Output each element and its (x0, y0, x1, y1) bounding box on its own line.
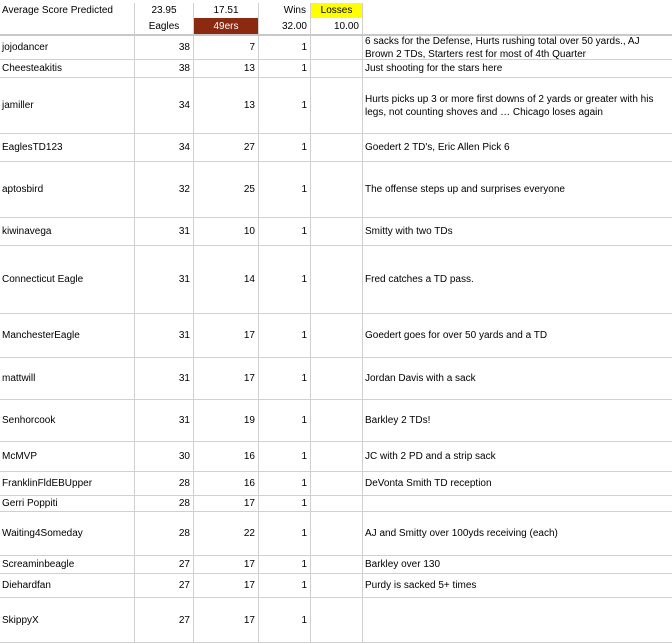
losses-header[interactable]: Losses (311, 3, 363, 18)
niners-score-cell[interactable]: 17 (194, 556, 259, 573)
table-row (0, 400, 672, 442)
comment-cell[interactable]: Smitty with two TDs (365, 226, 453, 237)
table-row (0, 442, 672, 472)
niners-score-cell[interactable]: 17 (194, 314, 259, 357)
wins-cell[interactable]: 1 (259, 358, 311, 399)
player-name-cell[interactable]: Screaminbeagle (0, 556, 135, 573)
comment-cell[interactable]: JC with 2 PD and a strip sack (365, 451, 496, 462)
wins-cell[interactable]: 1 (259, 162, 311, 217)
comment-cell[interactable]: The offense steps up and surprises everyone (365, 184, 565, 195)
wins-cell[interactable]: 1 (259, 246, 311, 313)
player-name-cell[interactable]: SkippyX (0, 598, 135, 642)
wins-total-cell[interactable]: 32.00 (259, 18, 311, 34)
niners-score-cell[interactable]: 25 (194, 162, 259, 217)
losses-total-cell[interactable]: 10.00 (311, 18, 363, 34)
player-name-cell[interactable]: FranklinFldEBUpper (0, 472, 135, 495)
eagles-score-cell[interactable]: 38 (135, 36, 194, 59)
eagles-score-cell[interactable]: 28 (135, 472, 194, 495)
player-name-cell[interactable]: EaglesTD123 (0, 134, 135, 161)
table-row (0, 218, 672, 246)
eagles-score-cell[interactable]: 32 (135, 162, 194, 217)
losses-cell[interactable] (311, 496, 363, 511)
losses-cell[interactable] (311, 400, 363, 441)
losses-cell[interactable] (311, 60, 363, 77)
losses-cell[interactable] (311, 314, 363, 357)
table-row (0, 314, 672, 358)
niners-score-cell[interactable]: 17 (194, 496, 259, 511)
player-name-cell[interactable]: Diehardfan (0, 574, 135, 597)
avg-49ers-cell[interactable]: 17.51 (194, 3, 259, 18)
losses-cell[interactable] (311, 358, 363, 399)
eagles-score-cell[interactable]: 30 (135, 442, 194, 471)
wins-cell[interactable]: 1 (259, 574, 311, 597)
comment-cell[interactable]: AJ and Smitty over 100yds receiving (each) (365, 528, 558, 539)
comment-cell[interactable] (363, 496, 672, 511)
comment-cell[interactable]: Goedert goes for over 50 yards and a TD (365, 330, 548, 341)
player-name-cell[interactable]: ManchesterEagle (0, 314, 135, 357)
table-row (0, 598, 672, 643)
eagles-score-cell[interactable]: 27 (135, 598, 194, 642)
table-row (0, 512, 672, 556)
losses-cell[interactable] (311, 134, 363, 161)
niners-score-cell[interactable]: 19 (194, 400, 259, 441)
avg-score-label[interactable]: Average Score Predicted (0, 3, 135, 18)
niners-score-cell[interactable]: 22 (194, 512, 259, 555)
eagles-score-cell[interactable]: 34 (135, 78, 194, 133)
losses-cell[interactable] (311, 512, 363, 555)
player-name-cell[interactable]: jamiller (0, 78, 135, 133)
wins-cell[interactable]: 1 (259, 60, 311, 77)
comment-cell[interactable]: Just shooting for the stars here (365, 63, 503, 74)
comment-cell[interactable]: 6 sacks for the Defense, Hurts rushing total over 50 yards., AJ Brown 2 TDs, Starters rest for most of 4th Quarter (365, 36, 640, 59)
losses-cell[interactable] (311, 78, 363, 133)
losses-cell[interactable] (311, 472, 363, 495)
eagles-score-cell[interactable]: 31 (135, 400, 194, 441)
wins-cell[interactable]: 1 (259, 36, 311, 59)
wins-header[interactable]: Wins (259, 3, 311, 18)
table-row (0, 36, 672, 60)
player-name-cell[interactable]: Waiting4Someday (0, 512, 135, 555)
eagles-score-cell[interactable]: 31 (135, 314, 194, 357)
player-name-cell[interactable]: jojodancer (0, 36, 135, 59)
player-name-cell[interactable]: kiwinavega (0, 218, 135, 245)
wins-cell[interactable]: 1 (259, 598, 311, 642)
losses-cell[interactable] (311, 556, 363, 573)
table-row (0, 358, 672, 400)
comment-cell[interactable]: DeVonta Smith TD reception (365, 478, 492, 489)
eagles-score-cell[interactable]: 31 (135, 246, 194, 313)
table-row (0, 162, 672, 218)
wins-cell[interactable]: 1 (259, 496, 311, 511)
losses-cell[interactable] (311, 162, 363, 217)
summary-blank-cell[interactable] (363, 3, 672, 18)
comment-cell[interactable]: Jordan Davis with a sack (365, 373, 476, 384)
table-row (0, 246, 672, 314)
table-row (0, 60, 672, 78)
niners-score-cell[interactable]: 14 (194, 246, 259, 313)
niners-score-cell[interactable]: 17 (194, 574, 259, 597)
eagles-score-cell[interactable]: 28 (135, 512, 194, 555)
eagles-score-cell[interactable]: 38 (135, 60, 194, 77)
wins-cell[interactable]: 1 (259, 134, 311, 161)
player-name-cell[interactable]: aptosbird (0, 162, 135, 217)
eagles-score-cell[interactable]: 31 (135, 358, 194, 399)
table-row (0, 496, 672, 512)
niners-score-cell[interactable]: 7 (194, 36, 259, 59)
eagles-score-cell[interactable]: 27 (135, 574, 194, 597)
wins-cell[interactable]: 1 (259, 314, 311, 357)
player-name-cell[interactable]: Connecticut Eagle (0, 246, 135, 313)
wins-cell[interactable]: 1 (259, 556, 311, 573)
comment-cell[interactable]: Hurts picks up 3 or more first downs of 2 yards or greater with his legs, not counting shoves and … Chicago loses again (365, 93, 654, 118)
team-eagles-header[interactable]: Eagles (135, 18, 194, 34)
niners-score-cell[interactable]: 17 (194, 598, 259, 642)
table-row (0, 574, 672, 598)
table-row (0, 472, 672, 496)
niners-score-cell[interactable]: 16 (194, 472, 259, 495)
eagles-score-cell[interactable]: 34 (135, 134, 194, 161)
comment-cell[interactable]: Goedert 2 TD's, Eric Allen Pick 6 (365, 142, 510, 153)
comment-cell[interactable]: Purdy is sacked 5+ times (365, 580, 477, 591)
eagles-score-cell[interactable]: 27 (135, 556, 194, 573)
wins-cell[interactable]: 1 (259, 78, 311, 133)
wins-cell[interactable]: 1 (259, 218, 311, 245)
comment-cell[interactable]: Fred catches a TD pass. (365, 274, 474, 285)
player-name-cell[interactable]: McMVP (0, 442, 135, 471)
wins-cell[interactable]: 1 (259, 512, 311, 555)
comment-cell[interactable]: Barkley over 130 (365, 559, 441, 570)
niners-score-cell[interactable]: 10 (194, 218, 259, 245)
team-49ers-header[interactable]: 49ers (194, 18, 259, 34)
table-row (0, 134, 672, 162)
losses-cell[interactable] (311, 218, 363, 245)
losses-cell[interactable] (311, 36, 363, 59)
summary-row (0, 3, 672, 18)
comment-cell[interactable]: Barkley 2 TDs! (365, 415, 431, 426)
comment-cell[interactable] (363, 598, 672, 642)
team-row (0, 18, 672, 35)
eagles-score-cell[interactable]: 31 (135, 218, 194, 245)
player-name-cell[interactable]: Senhorcook (0, 400, 135, 441)
losses-cell[interactable] (311, 442, 363, 471)
table-row (0, 78, 672, 134)
player-name-cell[interactable]: mattwill (0, 358, 135, 399)
niners-score-cell[interactable]: 16 (194, 442, 259, 471)
losses-cell[interactable] (311, 246, 363, 313)
wins-cell[interactable]: 1 (259, 400, 311, 441)
player-name-cell[interactable]: Gerri Poppiti (0, 496, 135, 511)
niners-score-cell[interactable]: 13 (194, 60, 259, 77)
niners-score-cell[interactable]: 27 (194, 134, 259, 161)
wins-cell[interactable]: 1 (259, 442, 311, 471)
table-row (0, 556, 672, 574)
wins-cell[interactable]: 1 (259, 472, 311, 495)
eagles-score-cell[interactable]: 28 (135, 496, 194, 511)
avg-eagles-cell[interactable]: 23.95 (135, 3, 194, 18)
niners-score-cell[interactable]: 17 (194, 358, 259, 399)
losses-cell[interactable] (311, 598, 363, 642)
niners-score-cell[interactable]: 13 (194, 78, 259, 133)
player-name-cell[interactable]: Cheesteakitis (0, 60, 135, 77)
team-comment-blank[interactable] (363, 18, 672, 34)
losses-cell[interactable] (311, 574, 363, 597)
team-blank-cell[interactable] (0, 18, 135, 34)
